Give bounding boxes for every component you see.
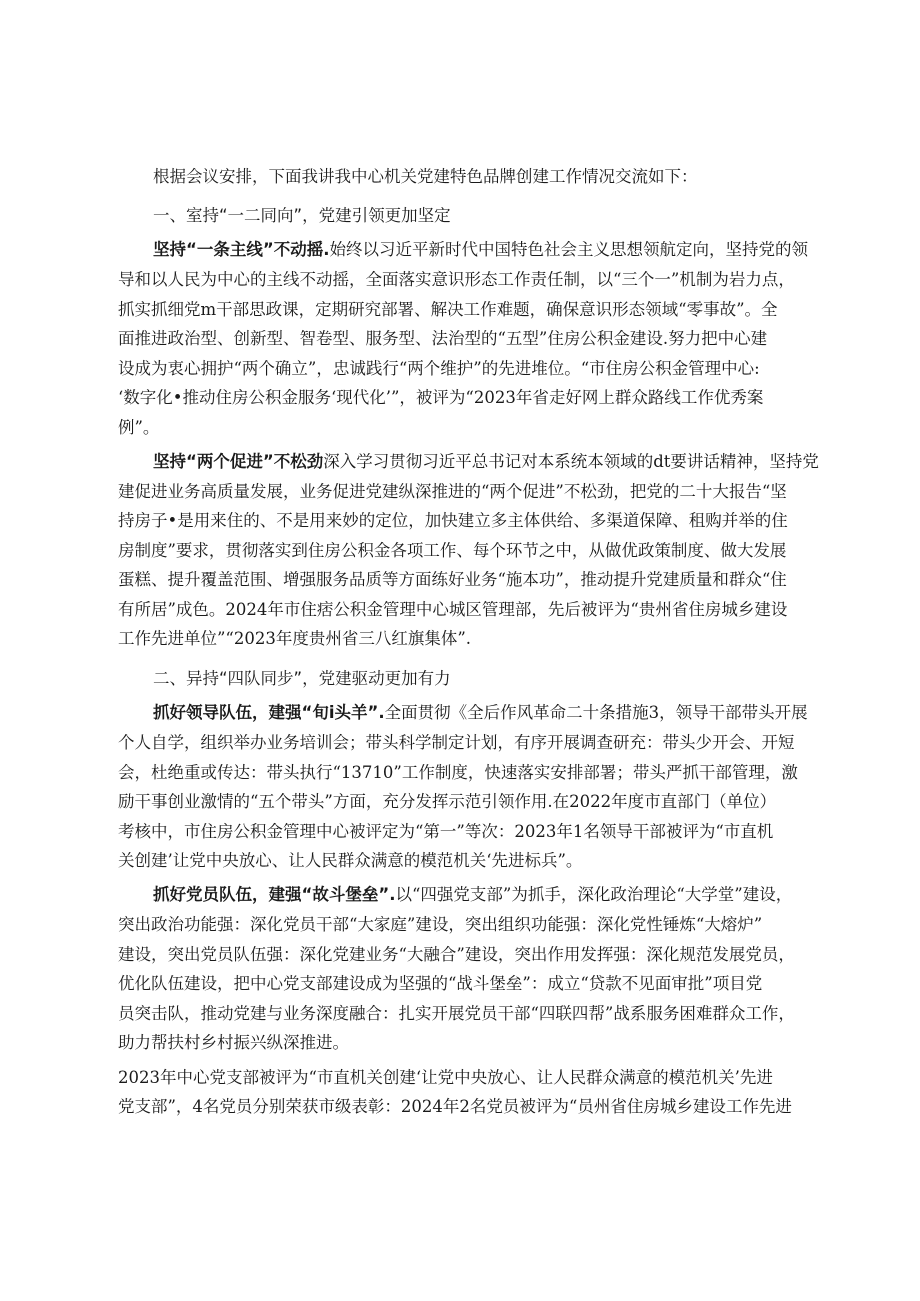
- section1-para2-line3: 房制度”要求，贯彻落实到住房公积金各项工作、每个环节之中，从做优政策制度、做大发展: [118, 541, 787, 560]
- section2-para1-line2: 会，杜绝重或传达：带头执行“13710”工作制度，快速落实安排部署；带头严抓干部管理，激: [118, 763, 798, 782]
- section2-para1-line4: 考核中，市住房公积金管理中心被评定为“第一”等次：2023年1名领导干部被评为“市直机: [118, 822, 774, 841]
- section1-para2-text: 深入学习贯彻习近平总书记对本系统本领域的dt要讲话精神，坚持党: [323, 452, 819, 471]
- section2-para3-line1: 党支部”，4名党员分别荣获市级表彰：2024年2名党员被评为“员州省住房城乡建设工作先进: [118, 1097, 792, 1116]
- section2-heading: 二、异持“四队同步”，党建驱动更加有力: [153, 669, 451, 688]
- section2-para2-lead: 抓好党员队伍，建强“故斗堡垒”.: [153, 885, 396, 904]
- section1-para2-lead: 坚持“两个促进”不松劲: [153, 452, 324, 471]
- section2-para3-line0: 2023年中心党支部被评为“市直机关创建‘让党中央放心、让人民群众满意的模范机关’先进: [118, 1068, 773, 1087]
- section1-para2-line0: [153, 452, 819, 472]
- section2-para2-line4: 员突击队，推动党建与业务深度融合：扎实开展党员干部“四联四帮”战系服务困难群众工作，: [118, 1004, 795, 1023]
- section2-para2-text: 以“四强党支部”为抓手，深化政治理论“大学堂”建设，: [395, 885, 793, 904]
- section1-para2-line1: 建促进业务高质量发展，业务促进党建纵深推进的“两个促进”不松劲，把党的二十大报告“坚: [118, 482, 787, 501]
- section1-heading: 一、室持“一二同向”，党建引领更加坚定: [153, 206, 451, 225]
- section2-para2-line5: 助力帮扶村乡村振兴纵深推进。: [118, 1033, 349, 1052]
- section1-para1-line5: ‘数字化•推动住房公积金服务‘现代化’”，被评为“2023年省走好网上群众路线工作优秀案: [118, 388, 764, 407]
- section1-para2-line2: 持房子•是用来住的、不是用来妙的定位，加快建立多主体供给、多渠道保障、租购并举的住: [118, 511, 788, 530]
- section1-para1-line0: [153, 240, 808, 260]
- section1-para1-line2: 抓实抓细党m干部思政课，定期研究部署、解决工作难题，确保意识形态领域“零事故”。全: [118, 300, 778, 319]
- section2-para2-line0: [153, 885, 792, 905]
- section2-para2-line2: 建设，突出党员队伍强：深化党建业务“大融合”建设，突出作用发挥强：深化规范发展党员，: [118, 945, 795, 964]
- section2-para1-line0: [153, 703, 808, 723]
- section1-para1-line4: 设成为衷心拥护“两个确立”，忠诚践行“两个维护”的先进堆位。“市住房公积金管理中心:: [118, 359, 760, 378]
- section2-para1-line1: 个人自学，组织举办业务培训会；带头科学制定计划，有序开展调查研充：带头少开会、开短: [118, 733, 795, 752]
- section1-para1-lead: 坚持“一条主线”不动摇.: [153, 240, 330, 259]
- section2-para2-line1: 突出政治功能强：深化党员干部“大家庭”建设，突出组织功能强：深化党性锤炼“大熔炉”: [118, 915, 763, 934]
- section2-para2-line3: 优化队伍建设，把中心党支部建设成为坚强的“战斗堡垒”：成立“贷款不见面审批”项目党: [118, 974, 763, 993]
- section1-para1-line1: 导和以人民为中心的主线不动摇，全面落实意识形态工作责任制，以“三个一”机制为岩力点，: [118, 270, 795, 289]
- section2-para1-line3: 励干事创业激情的“五个带头”方面，充分发挥示范引领作用.在2022年度市直部门（单位）: [118, 792, 777, 811]
- section1-para1-line6: 例”。: [118, 418, 160, 437]
- section2-para1-lead: 抓好领导队伍，建强“旬i头羊”.: [153, 703, 385, 722]
- section1-para2-line4: 蛋糕、提升覆盖范围、增强服务品质等方面练好业务“施本功”，推动提升党建质量和群众“住: [118, 570, 787, 589]
- section1-para1-text: 始终以习近平新时代中国特色社会主义思想领航定向，坚持党的领: [329, 240, 808, 259]
- section2-para1-line5: 关创建’让党中央放心、让人民群众满意的模范机关‘先进标兵”。: [118, 851, 583, 870]
- section1-para1-line3: 面推进政治型、创新型、智卷型、服务型、法治型的“五型”住房公积金建设.努力把中心建: [118, 329, 768, 348]
- section1-para2-line5: 有所居”成色。2024年市住痞公积金管理中心城区管理部，先后被评为“贵州省住房城乡建设: [118, 600, 788, 619]
- section2-para1-text: 全面贯彻《全后作风革命二十条措施3，领导干部带头开展: [384, 703, 808, 722]
- intro-paragraph: 根据会议安排，下面我讲我中心机关党建特色品牌创建工作情况交流如下：: [153, 167, 698, 186]
- section1-para2-line6: 工作先进单位”“2023年度贵州省三八红旗集体”.: [118, 629, 472, 648]
